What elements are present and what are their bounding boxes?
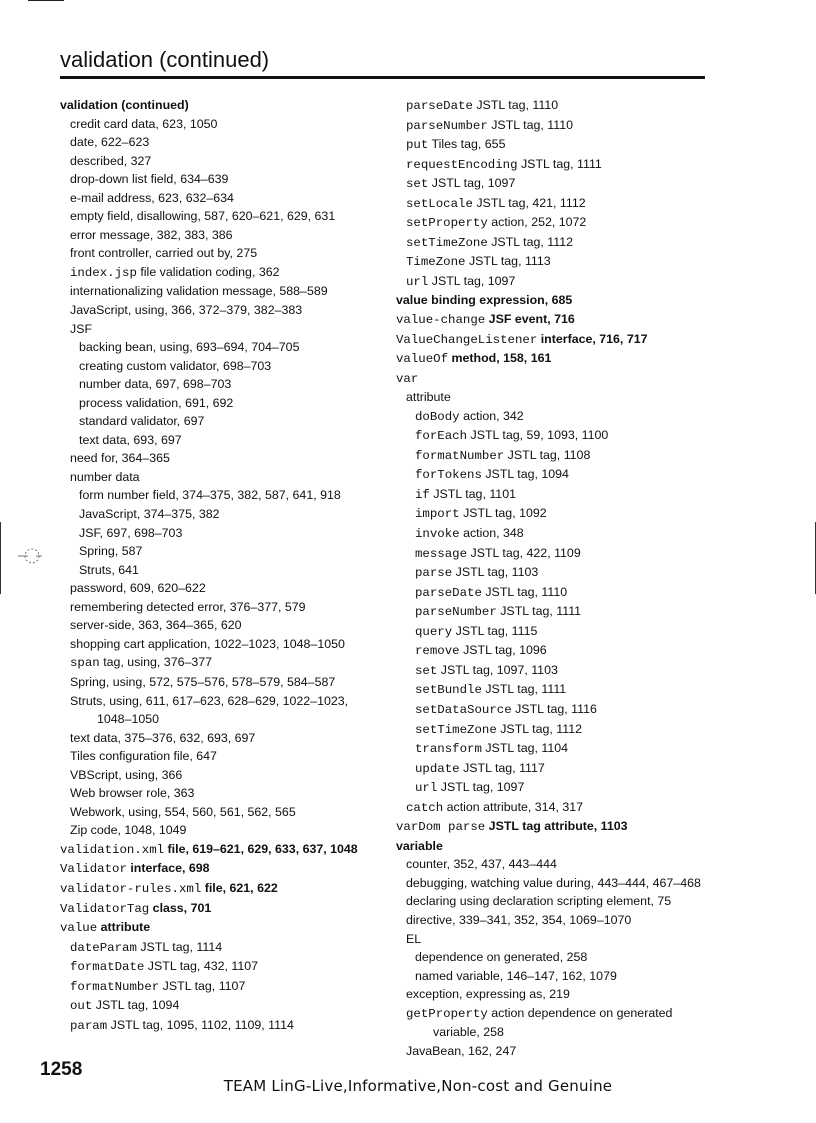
code-term: url xyxy=(406,274,429,289)
code-term: remove xyxy=(415,644,460,659)
entry-text: method, 158, 161 xyxy=(448,351,552,366)
index-entry xyxy=(60,375,380,394)
code-term: query xyxy=(415,624,453,639)
index-entry xyxy=(60,859,380,879)
index-entry xyxy=(60,840,380,860)
index-entry xyxy=(396,563,726,583)
index-entry xyxy=(396,272,726,292)
entry-text: empty field, disallowing, 587, 620–621, 629, 631 xyxy=(70,209,336,224)
index-entry xyxy=(396,948,726,967)
code-term: Validator xyxy=(60,862,127,877)
code-term: setTimeZone xyxy=(406,235,488,250)
index-entry xyxy=(396,661,726,681)
index-entry xyxy=(60,207,380,226)
entry-text: JSTL tag, 1096 xyxy=(459,643,547,658)
index-entry xyxy=(396,874,726,893)
code-term: setProperty xyxy=(406,216,488,231)
index-entry xyxy=(396,837,726,856)
code-term: parseNumber xyxy=(415,605,497,620)
entry-text: JSTL tag, 1110 xyxy=(487,117,573,132)
entry-text: JSTL tag, 421, 1112 xyxy=(472,195,586,210)
index-entry xyxy=(396,291,726,310)
code-term: valueOf xyxy=(396,352,449,367)
entry-text: value binding expression, 685 xyxy=(396,293,573,308)
entry-text: Webwork, using, 554, 560, 561, 562, 565 xyxy=(70,804,296,819)
code-term: setDataSource xyxy=(415,702,512,717)
entry-text: JSTL tag, 1092 xyxy=(459,506,547,521)
index-entry xyxy=(396,855,726,874)
index-entry xyxy=(60,468,380,487)
entry-text: Zip code, 1048, 1049 xyxy=(70,823,187,838)
code-term: url xyxy=(415,781,438,796)
index-entry xyxy=(396,330,726,350)
code-term: setLocale xyxy=(406,196,473,211)
entry-text: internationalizing validation message, 588–589 xyxy=(70,284,328,299)
index-entry xyxy=(396,524,726,544)
entry-text: VBScript, using, 366 xyxy=(70,767,183,782)
code-term: forEach xyxy=(415,429,468,444)
footer-watermark: TEAM LinG-Live,Informative,Non-cost and Genuine xyxy=(223,1077,613,1095)
index-entry xyxy=(396,544,726,564)
index-entry xyxy=(60,803,380,822)
index-entry xyxy=(60,486,380,505)
entry-text: tag, using, 376–377 xyxy=(99,655,213,670)
code-term: dateParam xyxy=(70,940,137,955)
index-entry xyxy=(60,977,380,997)
entry-text: error message, 382, 383, 386 xyxy=(70,227,233,242)
index-entry xyxy=(60,115,380,134)
index-entry xyxy=(60,96,380,115)
entry-text: Spring, 587 xyxy=(79,544,143,559)
entry-text: named variable, 146–147, 162, 1079 xyxy=(415,968,617,983)
entry-text: Tiles tag, 655 xyxy=(428,137,506,152)
index-entry xyxy=(396,116,726,136)
index-entry xyxy=(396,739,726,759)
index-entry xyxy=(396,930,726,949)
index-entry xyxy=(396,504,726,524)
entry-text: file, 619–621, 629, 633, 637, 1048 xyxy=(164,841,358,856)
code-term: parseDate xyxy=(406,99,473,113)
index-entry xyxy=(60,263,380,283)
entry-text: action dependence on generated xyxy=(487,1005,673,1020)
index-entry xyxy=(60,653,380,673)
code-term: value xyxy=(60,921,98,936)
index-entry xyxy=(60,561,380,580)
code-term: index.jsp xyxy=(70,265,137,280)
index-entry xyxy=(60,189,380,208)
index-entry xyxy=(396,446,726,466)
index-entry xyxy=(60,635,380,654)
registration-mark-icon xyxy=(18,544,42,568)
entry-text: file validation coding, 362 xyxy=(136,264,280,279)
entry-text: exception, expressing as, 219 xyxy=(406,987,570,1002)
index-entry xyxy=(60,784,380,803)
index-entry xyxy=(60,226,380,245)
index-entry xyxy=(396,426,726,446)
entry-text: JSTL tag, 1110 xyxy=(472,98,559,112)
entry-text: JSTL tag, 1111 xyxy=(517,156,602,171)
index-entry xyxy=(396,985,726,1004)
entry-text: JSTL tag, 1097 xyxy=(437,780,525,795)
code-term: formatNumber xyxy=(415,448,505,463)
entry-text: JSTL tag, 1112 xyxy=(487,234,573,249)
entry-text: class, 701 xyxy=(149,900,212,915)
index-entry xyxy=(60,729,380,748)
code-term: ValidatorTag xyxy=(60,901,150,916)
index-entry xyxy=(60,282,380,301)
entry-text: number data, 697, 698–703 xyxy=(79,377,232,392)
index-entry xyxy=(396,720,726,740)
index-entry xyxy=(60,821,380,840)
index-entry xyxy=(396,892,726,911)
entry-text: JSTL tag, 1094 xyxy=(92,998,180,1013)
entry-text: JSTL tag, 1112 xyxy=(496,721,582,736)
index-entry xyxy=(60,918,380,938)
index-entry xyxy=(60,957,380,977)
entry-text: JavaScript, using, 366, 372–379, 382–383 xyxy=(70,303,303,318)
index-entry xyxy=(396,310,726,330)
index-entry xyxy=(396,778,726,798)
entry-text: front controller, carried out by, 275 xyxy=(70,246,258,261)
entry-text: JSTL tag, 1113 xyxy=(465,254,551,269)
entry-text: JSTL tag attribute, 1103 xyxy=(485,819,628,834)
entry-text: Struts, 641 xyxy=(79,562,139,577)
index-entry xyxy=(60,579,380,598)
entry-text: JSTL tag, 1094 xyxy=(481,467,569,482)
index-entry xyxy=(396,252,726,272)
code-term: parseNumber xyxy=(406,118,488,133)
index-entry xyxy=(396,680,726,700)
entry-text: JSTL tag, 1111 xyxy=(496,604,582,619)
entry-text: JSTL tag, 59, 1093, 1100 xyxy=(467,428,609,443)
entry-text: creating custom validator, 698–703 xyxy=(79,358,272,373)
index-entry xyxy=(60,616,380,635)
entry-text: EL xyxy=(406,931,422,946)
index-entry xyxy=(396,641,726,661)
code-term: formatDate xyxy=(70,960,145,975)
entry-text: Struts, using, 611, 617–623, 628–629, 1022–1023, xyxy=(70,693,349,708)
entry-text: shopping cart application, 1022–1023, 1048–1050 xyxy=(70,636,345,651)
index-entry xyxy=(60,710,380,729)
index-entry xyxy=(60,320,380,339)
code-term: setBundle xyxy=(415,683,482,698)
index-entry xyxy=(60,1016,380,1036)
entry-text: attribute xyxy=(406,390,451,405)
index-entry xyxy=(396,1023,726,1042)
entry-text: JSTL tag, 1111 xyxy=(481,682,567,697)
entry-text: e-mail address, 623, 632–634 xyxy=(70,190,234,205)
entry-text: JSTL tag, 1097 xyxy=(428,273,516,288)
index-entry xyxy=(396,194,726,214)
entry-text: credit card data, 623, 1050 xyxy=(70,116,218,131)
code-term: forTokens xyxy=(415,468,482,483)
entry-text: JavaScript, 374–375, 382 xyxy=(79,507,220,522)
code-term: set xyxy=(415,663,438,678)
index-entry xyxy=(60,431,380,450)
entry-text: process validation, 691, 692 xyxy=(79,395,234,410)
code-term: parse xyxy=(415,566,453,581)
entry-text: variable, 258 xyxy=(433,1025,504,1040)
entry-text: variable xyxy=(396,838,443,853)
index-entry xyxy=(60,542,380,561)
entry-text: file, 621, 622 xyxy=(201,880,278,895)
running-header: validation (continued) xyxy=(60,46,705,79)
index-entry xyxy=(60,152,380,171)
index-entry xyxy=(60,301,380,320)
entry-text: remembering detected error, 376–377, 579 xyxy=(70,599,306,614)
entry-text: JSTL tag, 432, 1107 xyxy=(144,959,259,974)
index-entry xyxy=(396,622,726,642)
entry-text: JavaBean, 162, 247 xyxy=(406,1043,517,1058)
entry-text: need for, 364–365 xyxy=(70,451,170,466)
index-entry xyxy=(60,747,380,766)
index-column-left xyxy=(60,96,380,1035)
index-entry xyxy=(396,369,726,389)
entry-text: declaring using declaration scripting element, 75 xyxy=(406,894,672,909)
entry-text: JSTL tag, 1108 xyxy=(504,447,591,462)
code-term: requestEncoding xyxy=(406,157,518,172)
index-entry xyxy=(396,967,726,986)
entry-text: JSF xyxy=(70,321,93,336)
entry-text: JSTL tag, 1101 xyxy=(429,486,516,501)
index-entry xyxy=(60,449,380,468)
entry-text: action, 342 xyxy=(459,408,524,423)
entry-text: JSTL tag, 1107 xyxy=(159,978,246,993)
index-entry xyxy=(60,394,380,413)
entry-text: date, 622–623 xyxy=(70,135,150,150)
index-entry xyxy=(396,911,726,930)
entry-text: standard validator, 697 xyxy=(79,414,205,429)
index-entry xyxy=(396,700,726,720)
entry-text: action, 348 xyxy=(459,526,524,541)
entry-text: JSTL tag, 1104 xyxy=(481,741,569,756)
index-entry xyxy=(396,1004,726,1024)
code-term: doBody xyxy=(415,409,460,424)
index-entry xyxy=(396,602,726,622)
entry-text: action attribute, 314, 317 xyxy=(443,799,584,814)
index-entry xyxy=(396,798,726,818)
entry-text: debugging, watching value during, 443–444, 467–468 xyxy=(406,875,701,890)
index-column-right xyxy=(396,96,726,1060)
code-term: formatNumber xyxy=(70,979,160,994)
entry-text: number data xyxy=(70,469,140,484)
index-entry xyxy=(60,524,380,543)
index-entry xyxy=(396,135,726,155)
code-term: var xyxy=(396,371,419,386)
crop-mark-top xyxy=(28,0,64,1)
code-term: span xyxy=(70,656,100,671)
index-entry xyxy=(60,357,380,376)
index-entry xyxy=(396,407,726,427)
code-term: validator-rules.xml xyxy=(60,881,202,896)
entry-text: counter, 352, 437, 443–444 xyxy=(406,857,557,872)
index-entry xyxy=(60,673,380,692)
entry-text: JSTL tag, 1103 xyxy=(452,565,539,580)
code-term: put xyxy=(406,138,429,153)
index-entry xyxy=(396,1042,726,1061)
entry-text: interface, 698 xyxy=(126,861,210,876)
index-entry xyxy=(60,938,380,958)
code-term: import xyxy=(415,507,460,522)
code-term: TimeZone xyxy=(406,255,466,270)
index-entry xyxy=(60,505,380,524)
index-entry xyxy=(396,233,726,253)
index-entry xyxy=(60,598,380,617)
index-entry xyxy=(396,759,726,779)
entry-text: interface, 716, 717 xyxy=(537,331,648,346)
index-entry xyxy=(60,133,380,152)
code-term: message xyxy=(415,546,468,561)
index-entry xyxy=(60,879,380,899)
code-term: getProperty xyxy=(406,1006,488,1021)
index-entry xyxy=(60,692,380,711)
entry-text: JSTL tag, 422, 1109 xyxy=(467,545,581,560)
index-entry xyxy=(60,338,380,357)
index-entry xyxy=(396,213,726,233)
entry-text: dependence on generated, 258 xyxy=(415,950,588,965)
code-term: set xyxy=(406,177,429,192)
index-entry xyxy=(396,817,726,837)
index-entry xyxy=(396,174,726,194)
entry-text: Web browser role, 363 xyxy=(70,786,195,801)
entry-text: JSTL tag, 1095, 1102, 1109, 1114 xyxy=(107,1017,294,1032)
entry-text: action, 252, 1072 xyxy=(487,215,587,230)
index-entry xyxy=(60,412,380,431)
entry-text: JSTL tag, 1097, 1103 xyxy=(437,662,558,677)
entry-text: JSTL tag, 1116 xyxy=(511,701,597,716)
entry-text: Spring, using, 572, 575–576, 578–579, 584–587 xyxy=(70,674,336,689)
index-entry xyxy=(396,349,726,369)
entry-text: attribute xyxy=(97,920,151,935)
code-term: param xyxy=(70,1018,108,1033)
code-term: catch xyxy=(406,800,444,815)
code-term: value-change xyxy=(396,313,486,328)
entry-text: JSF event, 716 xyxy=(485,312,575,327)
page-number: 1258 xyxy=(40,1059,83,1080)
entry-text: password, 609, 620–622 xyxy=(70,581,206,596)
index-entry xyxy=(60,244,380,263)
entry-text: Tiles configuration file, 647 xyxy=(70,749,217,764)
entry-text: backing bean, using, 693–694, 704–705 xyxy=(79,340,300,355)
entry-text: 1048–1050 xyxy=(97,712,160,727)
entry-text: JSTL tag, 1097 xyxy=(428,176,516,191)
entry-text: described, 327 xyxy=(70,153,152,168)
code-term: out xyxy=(70,999,93,1014)
index-entry xyxy=(60,766,380,785)
index-entry xyxy=(396,485,726,505)
code-term: varDom parse xyxy=(396,820,486,835)
entry-text: validation (continued) xyxy=(60,98,189,112)
entry-text: JSTL tag, 1115 xyxy=(452,623,538,638)
entry-text: server-side, 363, 364–365, 620 xyxy=(70,618,242,633)
code-term: parseDate xyxy=(415,585,482,600)
entry-text: JSTL tag, 1110 xyxy=(481,584,568,599)
index-entry xyxy=(60,899,380,919)
entry-text: JSF, 697, 698–703 xyxy=(79,525,183,540)
entry-text: directive, 339–341, 352, 354, 1069–1070 xyxy=(406,912,632,927)
index-entry xyxy=(396,155,726,175)
code-term: if xyxy=(415,487,430,502)
index-entry xyxy=(396,96,726,116)
index-entry xyxy=(396,388,726,407)
entry-text: text data, 375–376, 632, 693, 697 xyxy=(70,730,256,745)
entry-text: drop-down list field, 634–639 xyxy=(70,172,229,187)
entry-text: text data, 693, 697 xyxy=(79,432,182,447)
entry-text: JSTL tag, 1117 xyxy=(459,760,545,775)
code-term: invoke xyxy=(415,527,460,542)
code-term: validation.xml xyxy=(60,842,165,857)
code-term: ValueChangeListener xyxy=(396,332,538,347)
index-entry xyxy=(396,583,726,603)
edge-mark-left xyxy=(0,522,1,594)
index-entry xyxy=(396,465,726,485)
code-term: transform xyxy=(415,742,482,757)
index-entry xyxy=(60,170,380,189)
index-entry xyxy=(60,996,380,1016)
entry-text: form number field, 374–375, 382, 587, 641, 918 xyxy=(79,488,341,503)
entry-text: JSTL tag, 1114 xyxy=(136,939,223,954)
code-term: setTimeZone xyxy=(415,722,497,737)
code-term: update xyxy=(415,761,460,776)
